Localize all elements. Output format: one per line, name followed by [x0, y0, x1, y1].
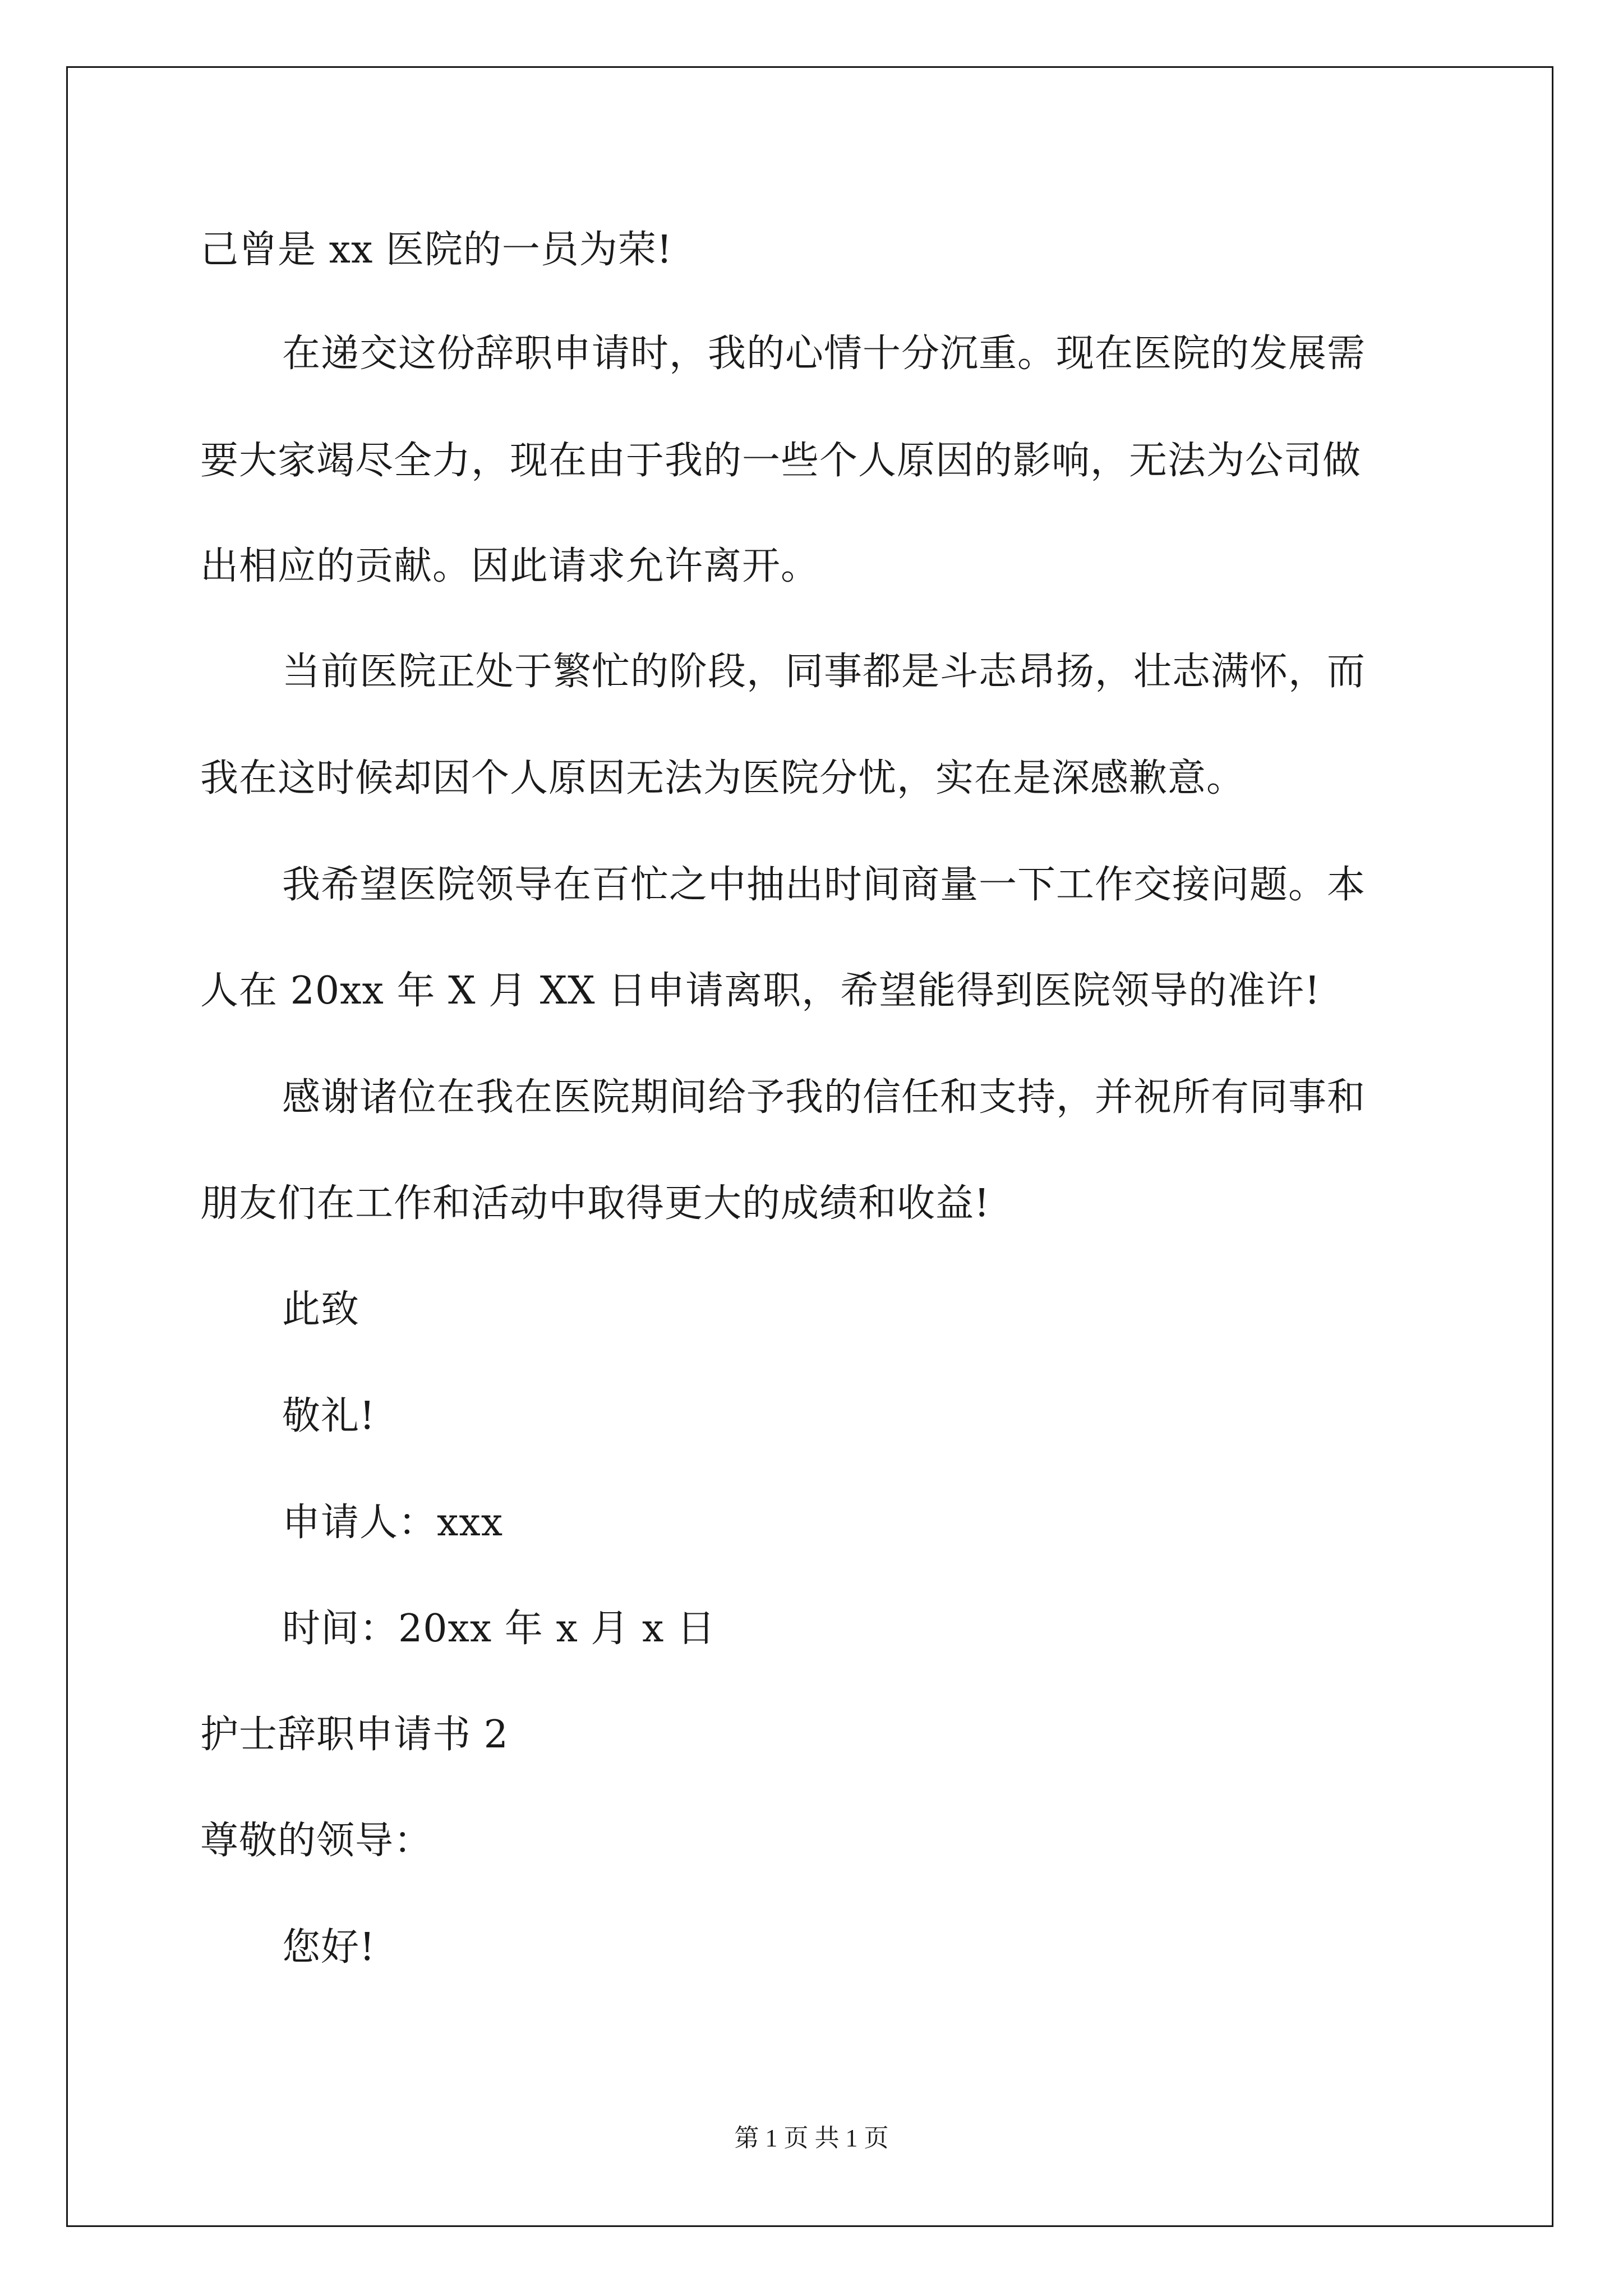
- page-border: [66, 66, 1553, 2227]
- paragraph-line: 出相应的贡献。因此请求允许离开。: [200, 544, 820, 588]
- applicant-line: 申请人：xxx: [282, 1501, 504, 1545]
- greeting-line: 您好!: [282, 1925, 376, 1970]
- greeting-line: 尊敬的领导：: [200, 1819, 433, 1863]
- closing-line: 此致: [282, 1287, 360, 1332]
- paragraph-line: 当前医院正处于繁忙的阶段，同事都是斗志昂扬，壮志满怀，而: [282, 650, 1366, 694]
- paragraph-line: 人在 20xx 年 X 月 XX 日申请离职，希望能得到医院领导的准许!: [200, 969, 1321, 1013]
- paragraph-line: 朋友们在工作和活动中取得更大的成绩和收益!: [200, 1181, 990, 1226]
- paragraph-line: 己曾是 xx 医院的一员为荣!: [200, 228, 673, 272]
- paragraph-line: 要大家竭尽全力，现在由于我的一些个人原因的影响，无法为公司做: [200, 439, 1362, 483]
- paragraph-line: 在递交这份辞职申请时，我的心情十分沉重。现在医院的发展需: [282, 332, 1366, 376]
- paragraph-line: 我在这时候却因个人原因无法为医院分忧，实在是深感歉意。: [200, 756, 1246, 800]
- salutation-line: 敬礼!: [282, 1394, 376, 1438]
- date-line: 时间：20xx 年 x 月 x 日: [282, 1607, 716, 1651]
- paragraph-line: 我希望医院领导在百忙之中抽出时间商量一下工作交接问题。本: [282, 863, 1366, 907]
- section-title: 护士辞职申请书 2: [200, 1713, 509, 1757]
- paragraph-line: 感谢诸位在我在医院期间给予我的信任和支持，并祝所有同事和: [282, 1075, 1366, 1120]
- page-number-footer: 第 1 页 共 1 页: [734, 2124, 889, 2152]
